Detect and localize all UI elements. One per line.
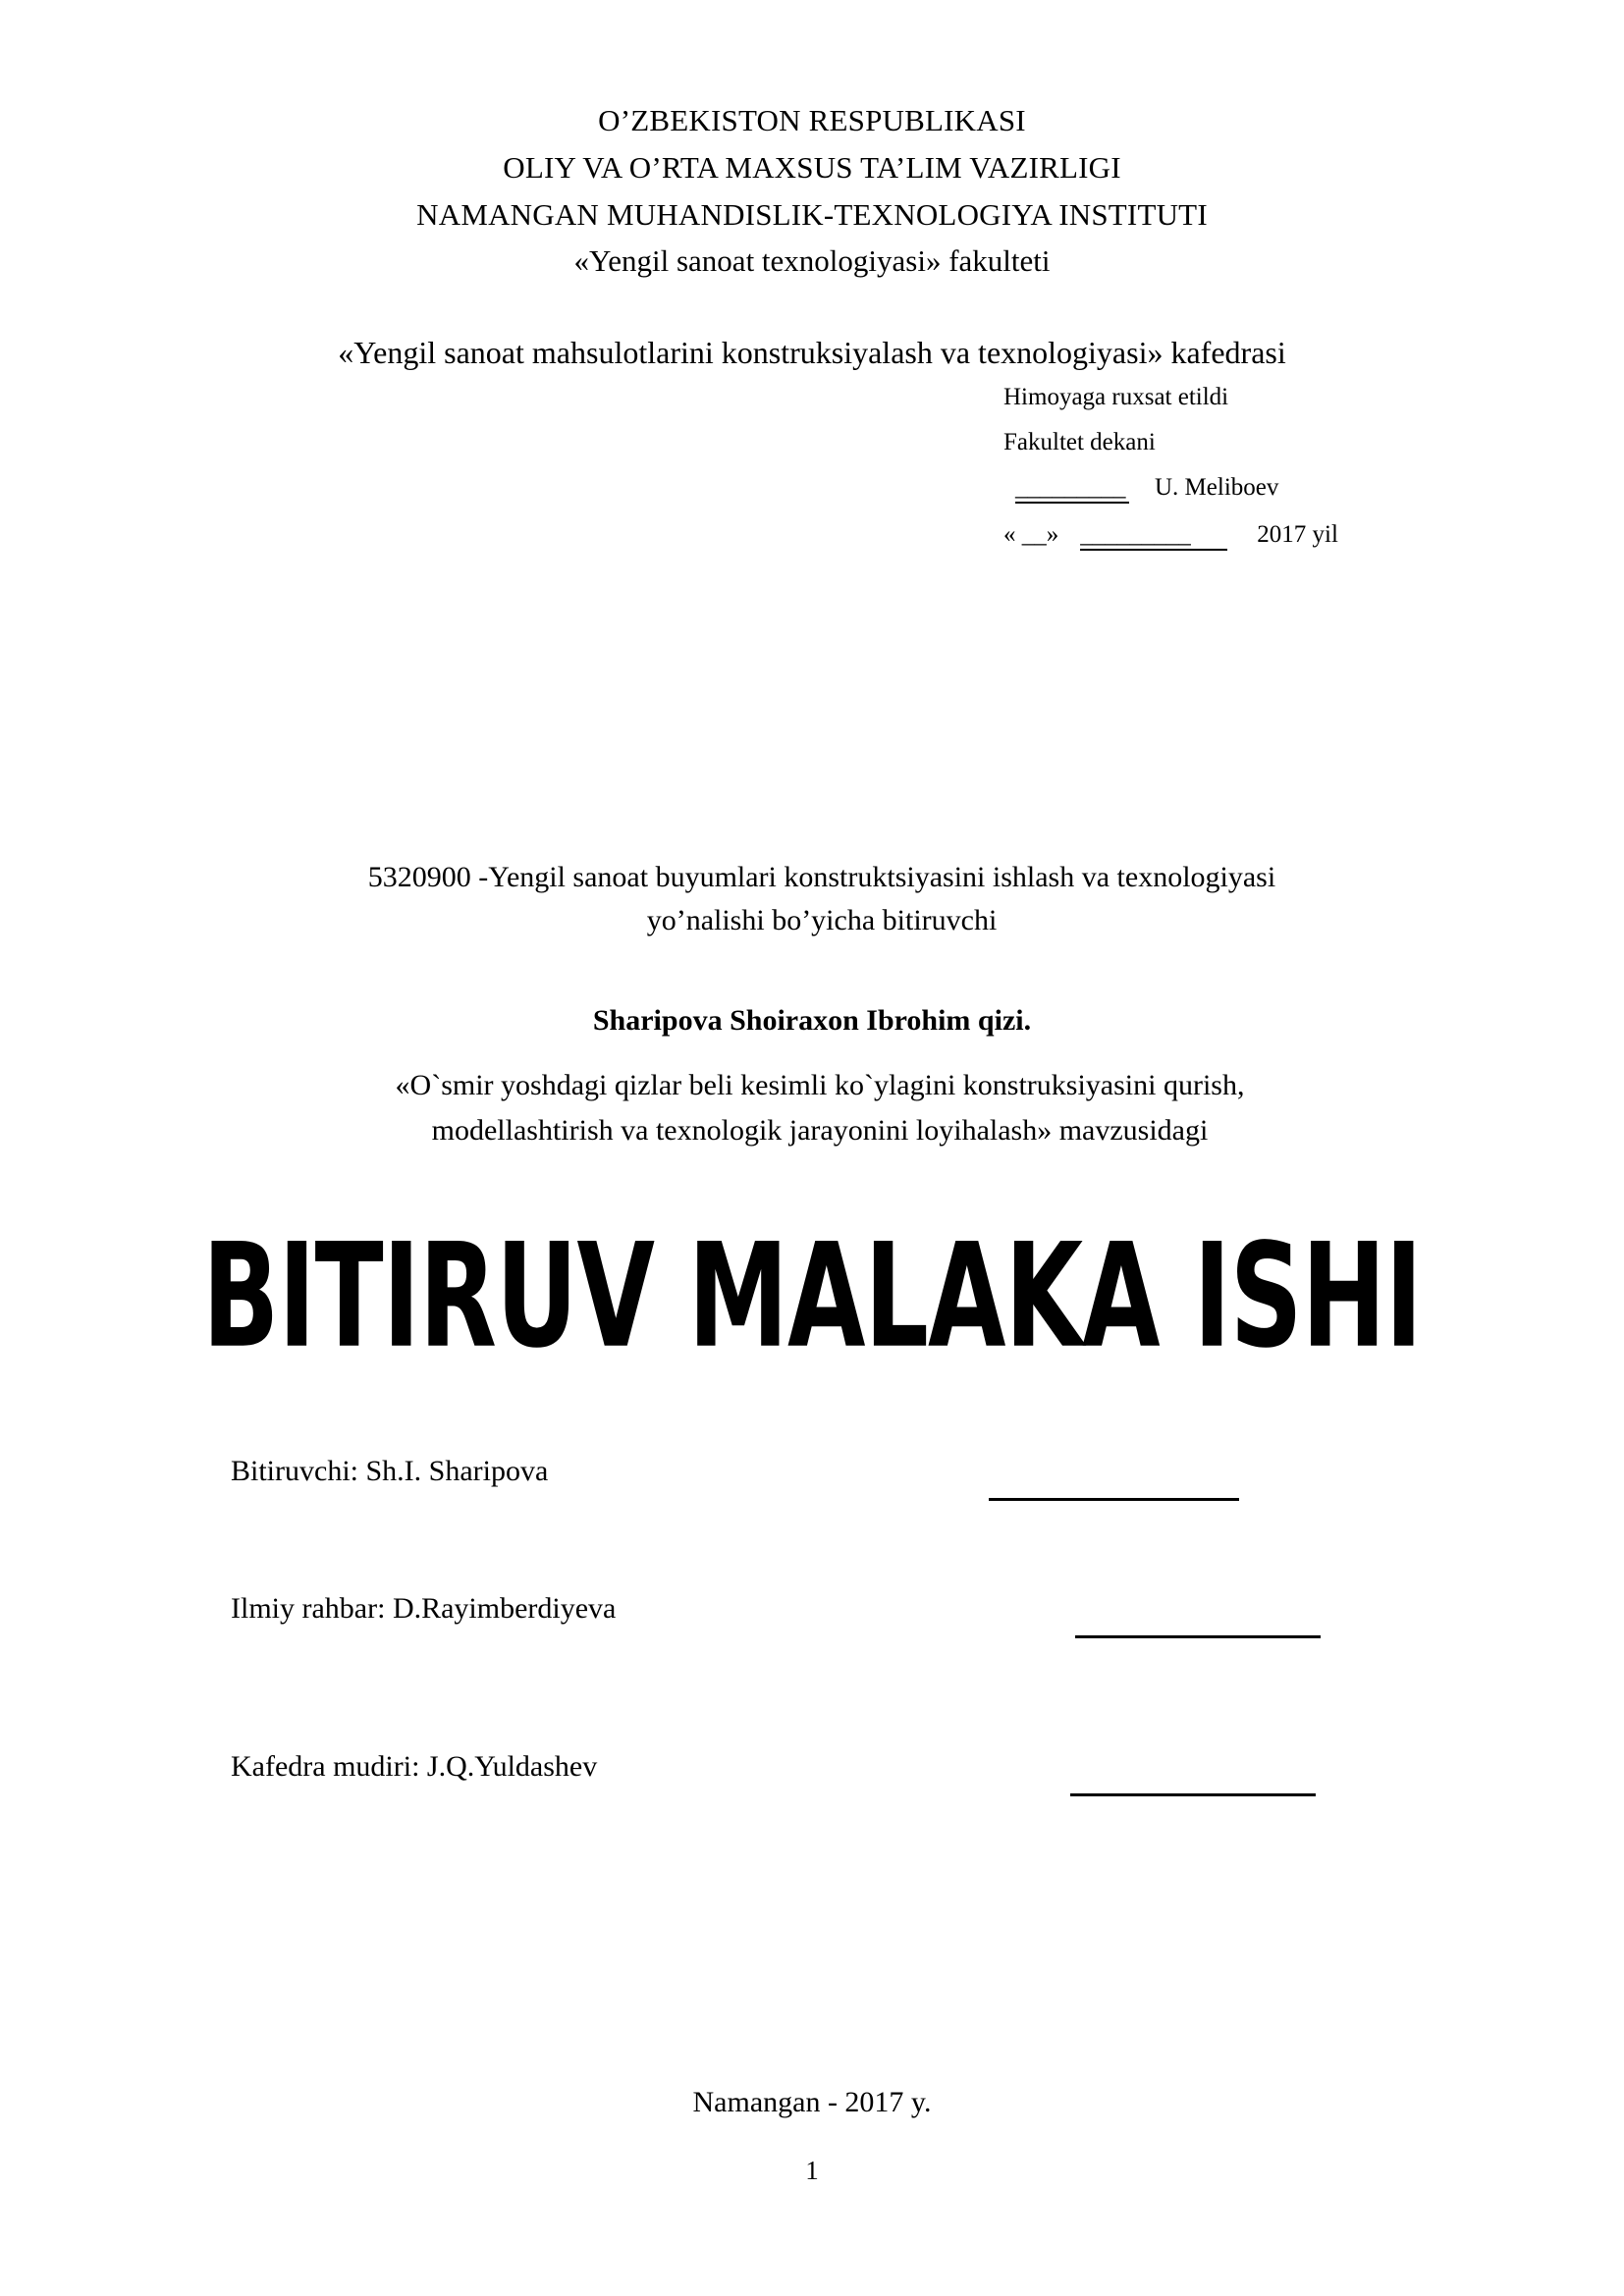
signature-line-supervisor <box>1075 1635 1321 1638</box>
approval-permission-row <box>1003 384 1465 429</box>
approval-role-row <box>1003 429 1465 474</box>
page-number: 1 <box>805 2156 819 2185</box>
student-name: Sharipova Shoiraxon Ibrohim qizi. <box>592 1004 1032 1037</box>
country-heading: O’ZBEKISTON RESPUBLIKASI <box>598 103 1026 137</box>
speciality-line-2: yo’nalishi bo’yicha bitiruvchi <box>646 904 998 936</box>
speciality-line-1: 5320900 -Yengil sanoat buyumlari konstruktsiyasini ishlash va texnologiyasi <box>367 861 1276 893</box>
signature-line-department-head <box>1070 1793 1316 1796</box>
approval-day-field: « __» <box>1003 521 1059 548</box>
footer-city-year: Namangan - 2017 y. <box>692 2086 932 2118</box>
ministry-heading: OLIY VA O’RTA MAXSUS TA’LIM VAZIRLIGI <box>503 150 1121 185</box>
signature-row-department-head <box>0 1750 1624 1809</box>
thesis-topic-line-1: «O`smir yoshdagi qizlar beli kesimli ko`ylagini konstruksiyasini qurish, <box>395 1069 1245 1101</box>
thesis-topic-line-2: modellashtirish va texnologik jarayonini loyihalash» mavzusidagi <box>431 1114 1209 1147</box>
signature-label-department-head: Kafedra mudiri: J.Q.Yuldashev <box>231 1750 598 1783</box>
signature-row-graduate <box>0 1455 1624 1514</box>
approval-permission-text: Himoyaga ruxsat etildi <box>1003 384 1229 410</box>
dean-name-text: U. Meliboev <box>1155 474 1279 501</box>
signature-line-graduate <box>989 1498 1239 1501</box>
signature-label-graduate: Bitiruvchi: Sh.I. Sharipova <box>231 1455 549 1487</box>
main-title: BITIRUV MALAKA ISHI <box>202 1213 1422 1381</box>
approval-month-line: _________ <box>1080 521 1227 551</box>
department-heading: «Yengil sanoat mahsulotlarini konstruksiyalash va texnologiyasi» kafedrasi <box>338 335 1286 370</box>
institute-heading: NAMANGAN MUHANDISLIK-TEXNOLOGIYA INSTITUTI <box>416 197 1208 232</box>
approval-date-row <box>1003 521 1465 568</box>
approval-role-text: Fakultet dekani <box>1003 429 1156 455</box>
approval-dean-signature-row <box>1003 474 1465 521</box>
signature-label-supervisor: Ilmiy rahbar: D.Rayimberdiyeva <box>231 1592 617 1625</box>
approval-block <box>1003 384 1465 568</box>
faculty-heading: «Yengil sanoat texnologiyasi» fakulteti <box>573 243 1051 278</box>
signature-row-supervisor <box>0 1592 1624 1651</box>
speciality-paragraph <box>243 856 1401 942</box>
thesis-topic <box>285 1063 1355 1153</box>
dean-signature-line: _________ <box>1015 474 1129 504</box>
approval-year-text: 2017 yil <box>1257 521 1338 548</box>
